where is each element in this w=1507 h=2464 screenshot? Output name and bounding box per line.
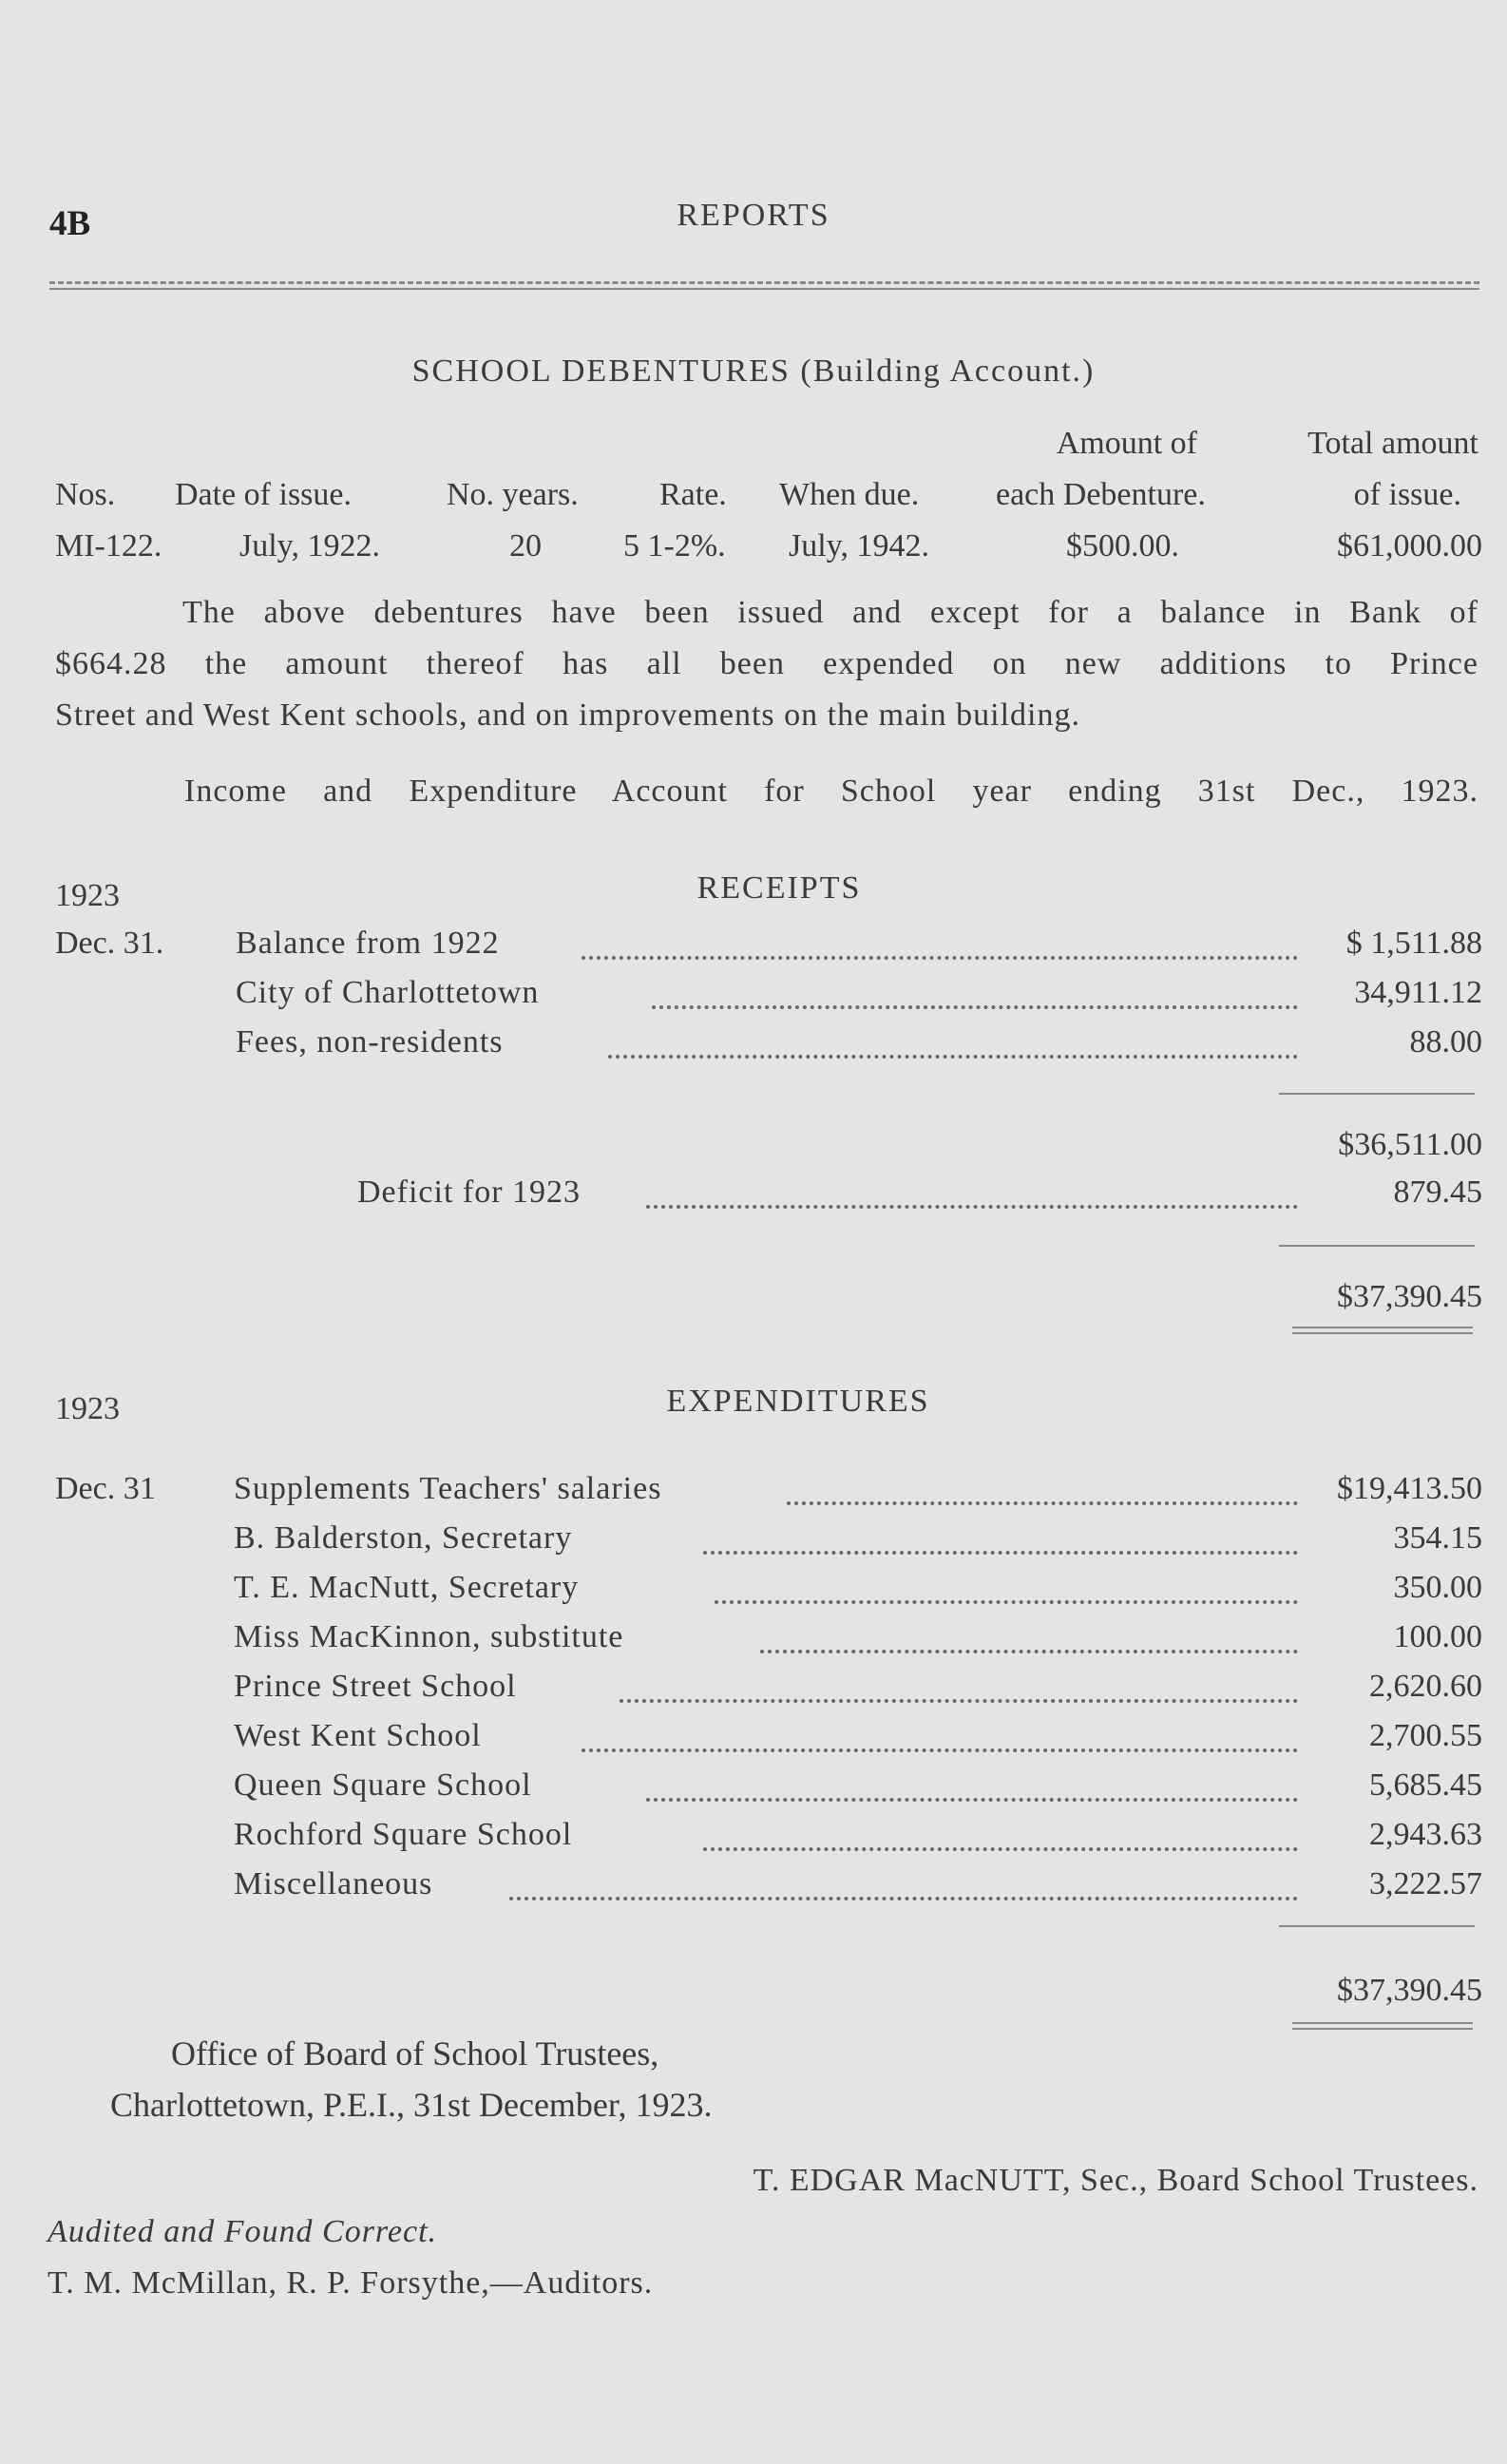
row-no-years: 20 [509, 528, 542, 563]
expenditure-amount: 350.00 [1393, 1570, 1482, 1605]
expenditure-label: Miss MacKinnon, substitute [234, 1619, 624, 1654]
col-amount-each-line1: Amount of [1056, 426, 1197, 461]
total-underline [1292, 2022, 1473, 2024]
debentures-note-line-1: The above debentures have been issued and except for a balance in Bank of [182, 595, 1478, 630]
dot-leader [703, 1551, 1298, 1555]
deficit-label: Deficit for 1923 [357, 1175, 582, 1210]
receipt-label: Fees, non-residents [236, 1024, 504, 1060]
office-line-1: Office of Board of School Trustees, [171, 2034, 659, 2072]
dot-leader [760, 1650, 1298, 1653]
dot-leader [646, 1798, 1298, 1802]
expenditure-amount: $19,413.50 [1337, 1471, 1482, 1506]
page-number: 4B [49, 204, 91, 243]
expenditures-date: Dec. 31 [55, 1471, 156, 1506]
dot-leader [582, 1748, 1298, 1752]
expenditure-label: Prince Street School [234, 1669, 517, 1704]
expenditure-amount: 2,620.60 [1369, 1669, 1482, 1704]
dot-leader [509, 1897, 1298, 1901]
col-when-due: When due. [779, 477, 920, 512]
debentures-note-line-3: Street and West Kent schools, and on improvements on the main building. [55, 697, 1080, 733]
dot-leader [608, 1055, 1298, 1059]
receipt-amount: $ 1,511.88 [1345, 926, 1482, 961]
col-amount-each-line2: each Debenture. [996, 477, 1206, 512]
dot-leader [646, 1205, 1298, 1209]
dot-leader [652, 1005, 1298, 1009]
expenditure-label: Queen Square School [234, 1767, 532, 1803]
expenditure-amount: 2,700.55 [1369, 1718, 1482, 1753]
audited-note: Audited and Found Correct. [48, 2214, 438, 2249]
deficit-amount: 879.45 [1393, 1175, 1482, 1210]
receipt-amount: 34,911.12 [1354, 975, 1482, 1010]
dot-leader [703, 1847, 1298, 1851]
header-rule [49, 281, 1479, 284]
expenditure-label: Supplements Teachers' salaries [234, 1471, 662, 1506]
dot-leader [582, 956, 1298, 960]
col-total-line1: Total amount [1307, 426, 1478, 461]
col-rate: Rate. [659, 477, 727, 512]
row-rate: 5 1-2%. [623, 528, 726, 563]
expenditure-amount: 5,685.45 [1369, 1767, 1482, 1803]
expenditure-label: Miscellaneous [234, 1866, 433, 1901]
expenditure-label: West Kent School [234, 1718, 482, 1753]
secretary-signature: T. EDGAR MacNUTT, Sec., Board School Trustees. [753, 2163, 1478, 2198]
receipt-amount: 88.00 [1409, 1024, 1482, 1060]
dot-leader [787, 1501, 1298, 1505]
subtotal-rule [1279, 1093, 1475, 1095]
expenditure-amount: 3,222.57 [1369, 1866, 1482, 1901]
dot-leader [620, 1699, 1298, 1703]
expenditures-total: $37,390.45 [1337, 1973, 1482, 2008]
account-title: Income and Expenditure Account for School year ending 31st Dec., 1923. [184, 774, 1478, 809]
expenditure-amount: 100.00 [1393, 1619, 1482, 1654]
total-underline [1292, 1327, 1473, 1328]
col-date-of-issue: Date of issue. [175, 477, 353, 512]
total-underline-2 [1292, 2028, 1473, 2030]
receipts-total: $37,390.45 [1337, 1279, 1482, 1314]
row-amount-each: $500.00. [1066, 528, 1179, 563]
row-nos: MI-122. [55, 528, 162, 563]
running-title: REPORTS [677, 198, 830, 233]
auditors-line: T. M. McMillan, R. P. Forsythe,—Auditors. [48, 2265, 654, 2301]
receipt-label: Balance from 1922 [236, 926, 500, 961]
row-date-of-issue: July, 1922. [239, 528, 380, 563]
row-total: $61,000.00 [1337, 528, 1482, 563]
expenditure-amount: 354.15 [1393, 1520, 1482, 1556]
debentures-note-line-2: $664.28 the amount thereof has all been expended on new additions to Prince [55, 646, 1478, 681]
total-rule [1279, 1245, 1475, 1247]
header-rule-2 [49, 288, 1479, 290]
receipts-heading: RECEIPTS [696, 870, 862, 906]
row-when-due: July, 1942. [789, 528, 929, 563]
expenditure-amount: 2,943.63 [1369, 1817, 1482, 1852]
dot-leader [715, 1600, 1298, 1604]
expenditure-label: Rochford Square School [234, 1817, 573, 1852]
col-nos: Nos. [55, 477, 116, 512]
receipt-label: City of Charlottetown [236, 975, 540, 1010]
expenditures-heading: EXPENDITURES [666, 1384, 930, 1419]
expenditure-label: B. Balderston, Secretary [234, 1520, 573, 1556]
col-total-line2: of issue. [1353, 477, 1461, 512]
receipts-year: 1923 [55, 878, 120, 913]
debentures-title: SCHOOL DEBENTURES (Building Account.) [411, 353, 1096, 389]
total-underline-2 [1292, 1332, 1473, 1334]
receipts-subtotal: $36,511.00 [1338, 1127, 1482, 1162]
expenditures-year: 1923 [55, 1391, 120, 1426]
col-no-years: No. years. [447, 477, 579, 512]
expenditure-label: T. E. MacNutt, Secretary [234, 1570, 580, 1605]
receipts-date: Dec. 31. [55, 926, 164, 961]
total-rule [1279, 1925, 1475, 1927]
office-line-2: Charlottetown, P.E.I., 31st December, 1923. [110, 2086, 713, 2124]
